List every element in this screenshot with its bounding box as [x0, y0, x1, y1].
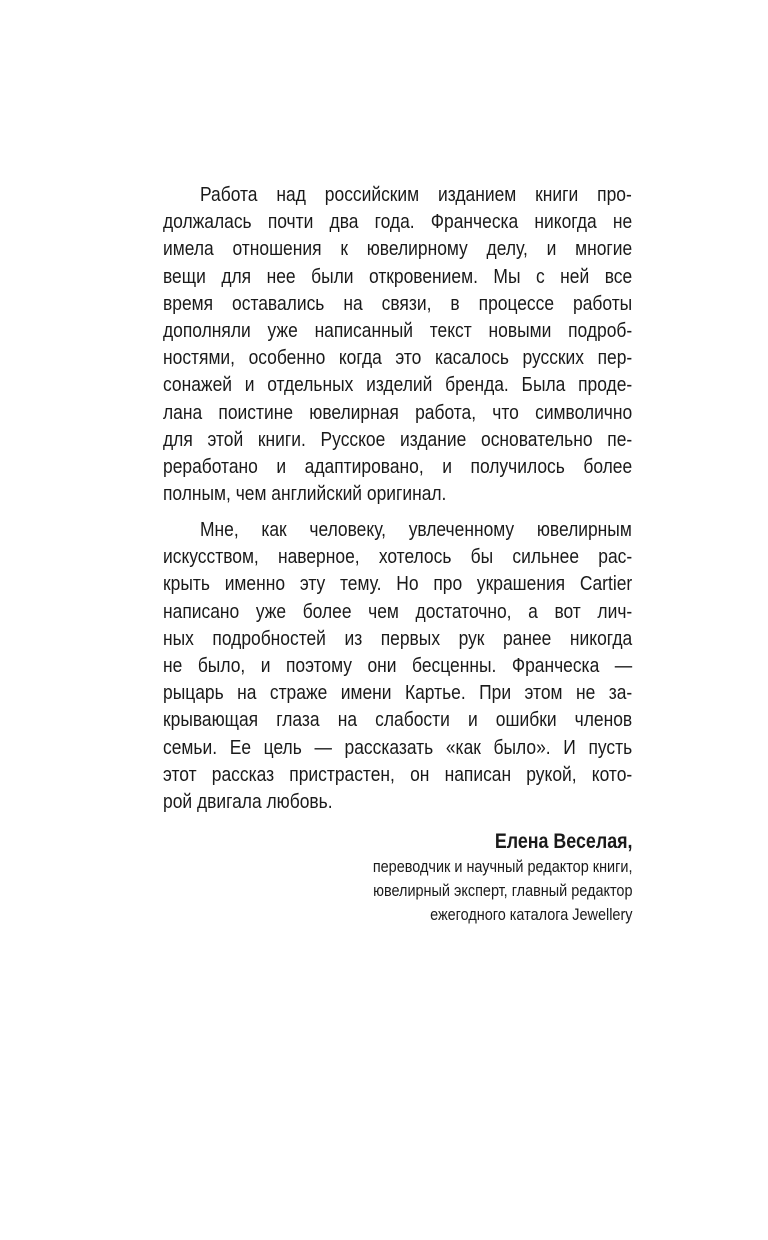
- text-line-content: написано уже более чем достаточно, а вот лич-: [163, 599, 633, 623]
- text-line-content: лана поистине ювелирная работа, что символично: [163, 400, 633, 424]
- text-line-content: крыть именно эту тему. Но про украшения Cartier: [163, 572, 633, 596]
- author-role: ювелирный эксперт, главный редактор: [372, 881, 632, 900]
- text-line-content: семьи. Ее цель — рассказать «как было». И пусть: [163, 735, 633, 759]
- text-line: [163, 453, 632, 480]
- text-line: [163, 290, 632, 317]
- text-line-content: вещи для нее были откровением. Мы с ней все: [163, 264, 633, 288]
- text-line-content: ных подробностей из первых рук ранее никогда: [163, 626, 633, 650]
- paragraph-1: [163, 181, 632, 507]
- text-line: [163, 263, 632, 290]
- text-line: [163, 788, 632, 815]
- text-line: [163, 625, 632, 652]
- text-line: [163, 344, 632, 371]
- text-line: [163, 734, 632, 761]
- text-line: [163, 371, 632, 398]
- text-line-content: рыцарь на страже имени Картье. При этом не за-: [163, 681, 633, 705]
- text-line-content: сонажей и отдельных изделий бренда. Была проде-: [163, 373, 633, 397]
- text-line-content: ностями, особенно когда это касалось русских пер-: [163, 346, 633, 370]
- text-line: [163, 652, 632, 679]
- text-line-content: крывающая глаза на слабости и ошибки членов: [163, 708, 633, 732]
- text-line-content: этот рассказ пристрастен, он написан рукой, кото-: [163, 762, 633, 786]
- text-line: [163, 570, 632, 597]
- text-line: [163, 516, 632, 543]
- text-line: [163, 543, 632, 570]
- text-line-content: Мне, как человеку, увлеченному ювелирным: [200, 518, 632, 541]
- author-name: Елена Веселая,: [494, 830, 632, 853]
- text-line: [163, 426, 632, 453]
- text-line-content: Работа над российским изданием книги про-: [200, 183, 632, 206]
- text-line: [163, 706, 632, 733]
- text-line: [163, 399, 632, 426]
- text-line: [163, 208, 632, 235]
- signature-block: [327, 829, 633, 927]
- author-role: переводчик и научный редактор книги,: [372, 857, 632, 876]
- text-line-content: имела отношения к ювелирному делу, и многие: [163, 237, 633, 261]
- text-line-content: искусством, наверное, хотелось бы сильнее рас-: [163, 545, 633, 569]
- text-line-content: время оставались на связи, в процессе работы: [163, 291, 633, 315]
- text-line: [163, 235, 632, 262]
- text-line: [163, 317, 632, 344]
- text-line-content: не было, и поэтому они бесценны. Франческа —: [163, 653, 633, 677]
- text-line-content: для этой книги. Русское издание основательно пе-: [163, 427, 633, 451]
- text-line-content: полным, чем английский оригинал.: [163, 482, 447, 506]
- text-line-content: дополняли уже написанный текст новыми подроб-: [163, 318, 633, 342]
- text-line: [163, 181, 632, 208]
- text-line-content: должалась почти два года. Франческа никогда не: [163, 210, 633, 234]
- text-line-content: реработано и адаптировано, и получилось более: [163, 454, 633, 478]
- text-line-content: рой двигала любовь.: [163, 789, 333, 813]
- text-line: [163, 480, 632, 507]
- author-role: ежегодного каталога Jewellery: [429, 905, 632, 924]
- text-line: [163, 761, 632, 788]
- text-line: [163, 679, 632, 706]
- paragraph-2: [163, 516, 632, 815]
- text-line: [163, 598, 632, 625]
